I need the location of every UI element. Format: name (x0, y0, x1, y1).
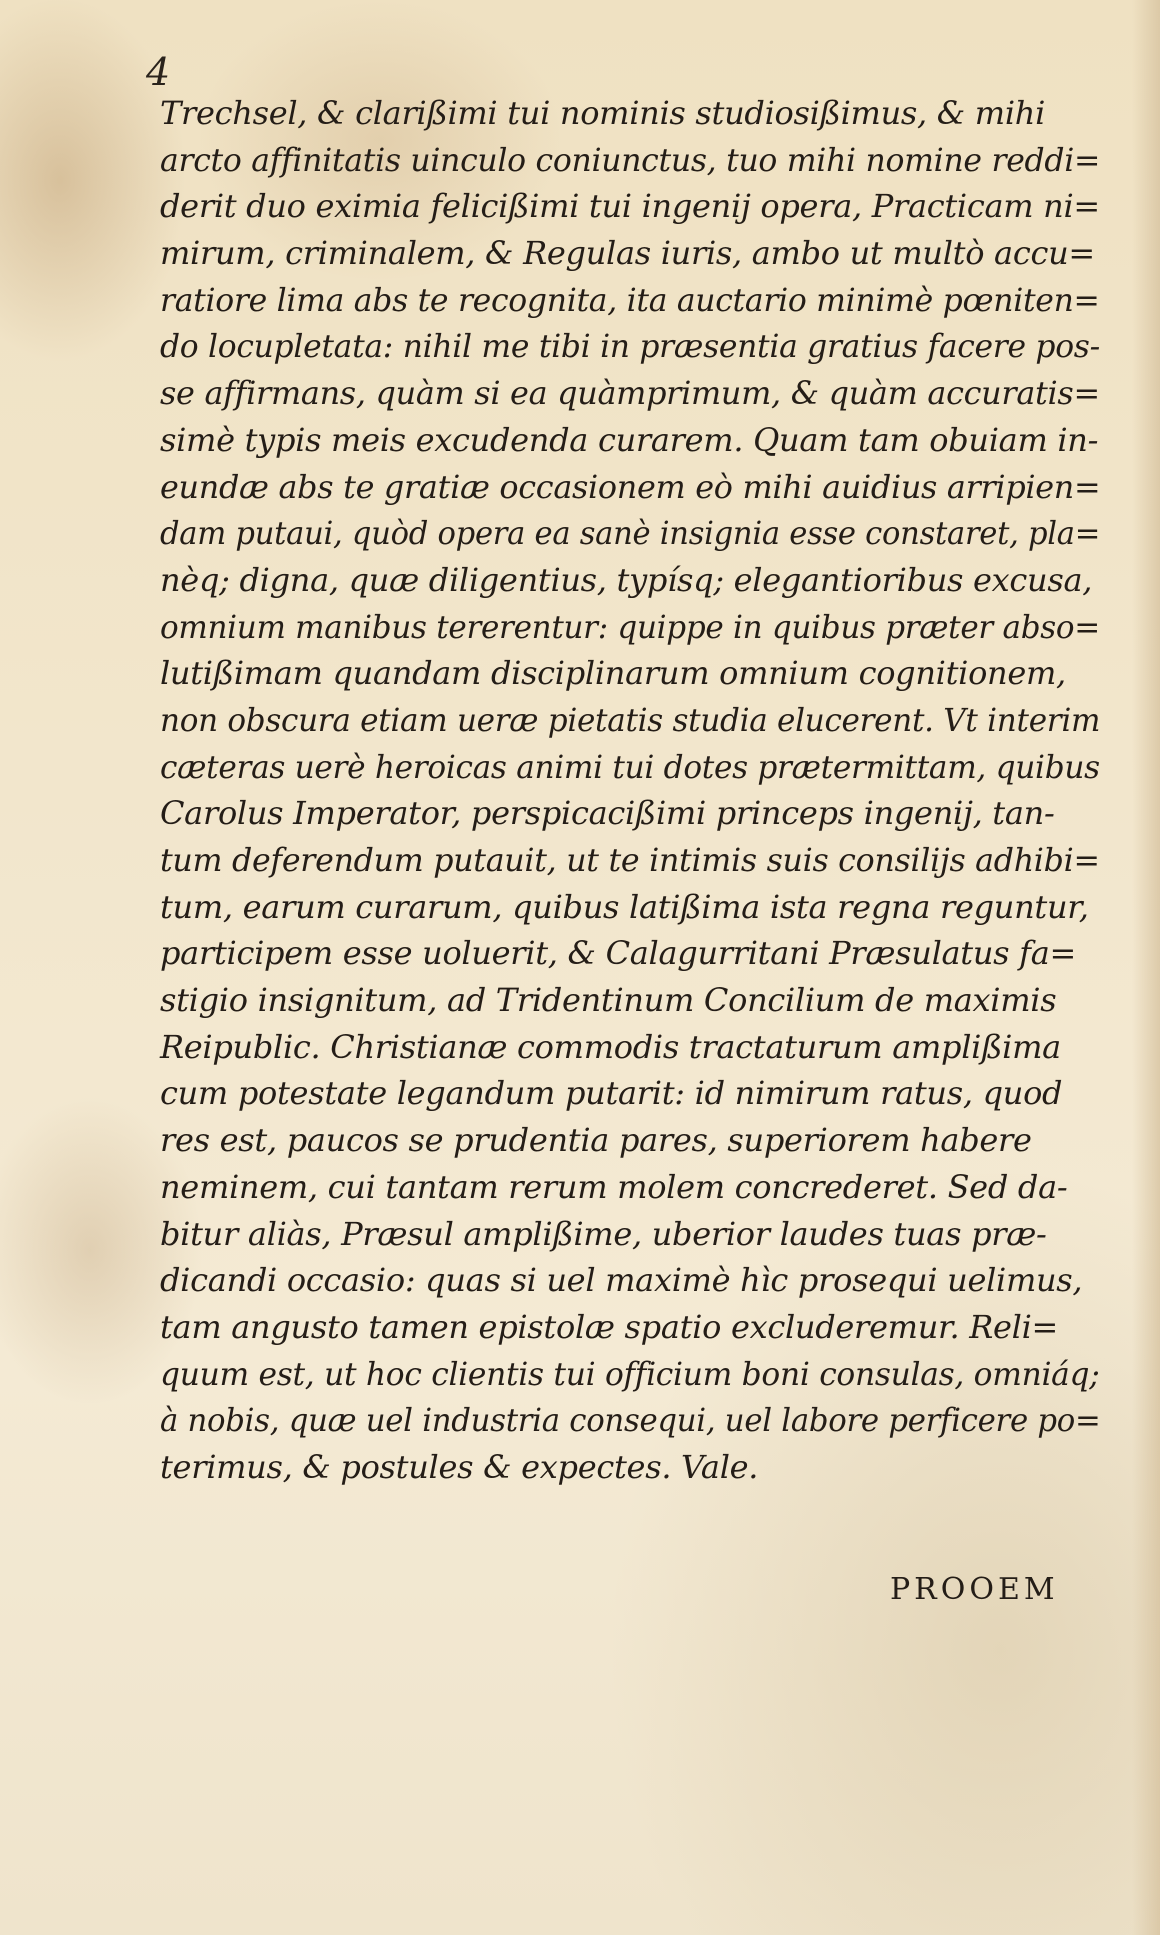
text-line: bitur aliàs, Præsul amplißime, uberior laudes tuas præ- (160, 1214, 1047, 1253)
text-line: dicandi occasio: quas si uel maximè hìc prosequi uelimus, (160, 1261, 1083, 1300)
catchword: PROOEM (890, 1572, 1059, 1607)
text-line: nèq; digna, quæ diligentius, typísq; elegantioribus excusa, (160, 560, 1093, 599)
body-text (160, 90, 1100, 1491)
text-line: neminem, cui tantam rerum molem concrederet. Sed da- (160, 1167, 1068, 1206)
text-line: Reipublic. Christianæ commodis tractaturum amplißima (160, 1027, 1061, 1066)
text-line: non obscura etiam ueræ pietatis studia elucerent. Vt interim (160, 700, 1101, 739)
text-line: cæteras uerè heroicas animi tui dotes prætermittam, quibus (160, 747, 1100, 786)
text-line: terimus, & postules & expectes. Vale. (160, 1447, 759, 1486)
text-line: do locupletata: nihil me tibi in præsentia gratius facere pos- (160, 327, 1100, 366)
text-line: tum, earum curarum, quibus latißima ista regna reguntur, (160, 887, 1089, 926)
text-line: omnium manibus tererentur: quippe in quibus præter abso= (160, 607, 1100, 646)
text-line: stigio insignitum, ad Tridentinum Concilium de maximis (160, 981, 1057, 1020)
text-line: participem esse uoluerit, & Calagurritani Præsulatus fa= (160, 934, 1076, 973)
text-line: eundæ abs te gratiæ occasionem eò mihi auidius arripien= (160, 467, 1101, 506)
text-line: ratiore lima abs te recognita, ita auctario minimè pœniten= (160, 280, 1100, 319)
text-line: se affirmans, quàm si ea quàmprimum, & quàm accuratis= (160, 374, 1100, 413)
text-line: tum deferendum putauit, ut te intimis suis consilijs adhibi= (160, 841, 1100, 879)
text-line: simè typis meis excudenda curarem. Quam tam obuiam in- (160, 420, 1099, 459)
text-line: derit duo eximia felicißimi tui ingenij opera, Practicam ni= (160, 187, 1100, 226)
text-line: cum potestate legandum putarit: id nimirum ratus, quod (160, 1074, 1063, 1113)
text-line: Carolus Imperator, perspicacißimi princeps ingenij, tan- (160, 794, 1055, 833)
text-line: Trechsel, & clarißimi tui nominis studiosißimus, & mihi (160, 94, 1046, 132)
text-line: tam angusto tamen epistolæ spatio excluderemur. Reli= (160, 1307, 1059, 1346)
text-line: mirum, criminalem, & Regulas iuris, ambo ut multò accu= (160, 234, 1095, 273)
text-line: dam putaui, quòd opera ea sanè insignia esse constaret, pla= (160, 514, 1101, 553)
text-line: quum est, ut hoc clientis tui officium boni consulas, omniáq; (160, 1354, 1100, 1393)
text-line: res est, paucos se prudentia pares, superiorem habere (160, 1121, 1032, 1160)
page-number: 4 (146, 50, 171, 94)
text-line: arcto affinitatis uinculo coniunctus, tuo mihi nomine reddi= (160, 140, 1101, 179)
text-line: lutißimam quandam disciplinarum omnium cognitionem, (160, 654, 1066, 693)
page-edge-shadow (1132, 0, 1160, 1935)
text-line: à nobis, quæ uel industria consequi, uel labore perficere po= (160, 1401, 1101, 1440)
